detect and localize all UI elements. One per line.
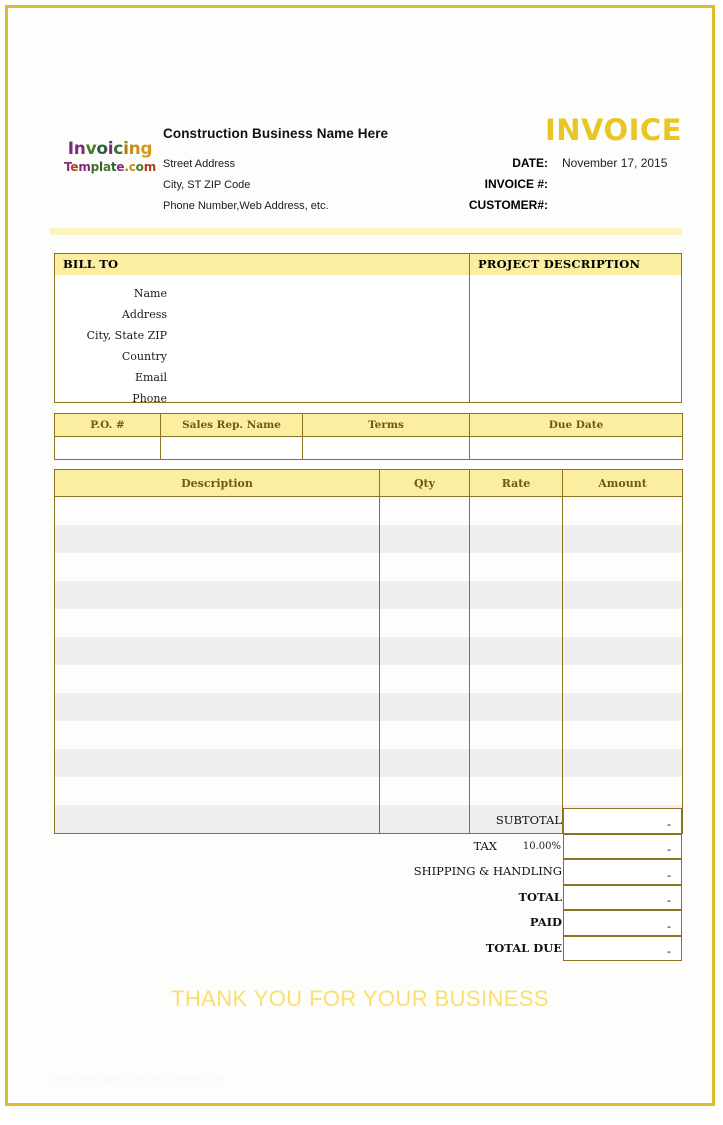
- totals-row-total: [368, 885, 682, 911]
- item-amount[interactable]: [563, 665, 683, 693]
- paid-box[interactable]: [563, 910, 682, 936]
- invoice-title: INVOICE: [544, 113, 682, 147]
- business-name: Construction Business Name Here: [163, 126, 389, 141]
- totals-row-subtotal: [368, 808, 682, 834]
- table-row: [55, 553, 683, 581]
- bill-to-heading: BILL TO: [63, 257, 119, 271]
- item-amount[interactable]: [563, 749, 683, 777]
- items-header-description: Description: [55, 470, 380, 497]
- total-due-value: -: [667, 944, 671, 958]
- po-header-terms: Terms: [303, 414, 470, 437]
- invoice-number-label: INVOICE #:: [484, 177, 548, 191]
- item-description[interactable]: [55, 777, 380, 805]
- totals-row-paid: [368, 910, 682, 936]
- item-qty[interactable]: [380, 525, 470, 553]
- customer-number-label: CUSTOMER#:: [468, 198, 548, 212]
- item-rate[interactable]: [470, 609, 563, 637]
- total-due-box[interactable]: [563, 936, 682, 962]
- bill-to-field-phone[interactable]: Phone: [132, 392, 167, 405]
- totals-row-total-due: [368, 936, 682, 962]
- item-rate[interactable]: [470, 581, 563, 609]
- item-amount[interactable]: [563, 721, 683, 749]
- paid-value: -: [667, 918, 671, 933]
- date-label: DATE:: [512, 156, 548, 170]
- tax-label: TAX: [473, 838, 497, 853]
- items-header-row: [55, 470, 683, 497]
- table-row: [55, 777, 683, 805]
- table-row: [55, 665, 683, 693]
- items-header-qty: Qty: [380, 470, 470, 497]
- item-description[interactable]: [55, 525, 380, 553]
- bill-to-field-address[interactable]: Address: [121, 308, 167, 321]
- item-rate[interactable]: [470, 665, 563, 693]
- item-description[interactable]: [55, 805, 380, 834]
- item-qty[interactable]: [380, 497, 470, 526]
- table-row: [55, 749, 683, 777]
- item-qty[interactable]: [380, 693, 470, 721]
- item-amount[interactable]: [563, 581, 683, 609]
- bill-to-field-email[interactable]: Email: [134, 371, 167, 384]
- bill-to-field-list: [55, 275, 469, 405]
- invoice-header: [8, 8, 712, 220]
- item-rate[interactable]: [470, 749, 563, 777]
- business-address-line-3: Phone Number,Web Address, etc.: [163, 200, 329, 212]
- item-rate[interactable]: [470, 497, 563, 526]
- invoice-meta-row-date: [388, 156, 708, 176]
- item-rate[interactable]: [470, 637, 563, 665]
- items-header-amount: Amount: [563, 470, 683, 497]
- item-qty[interactable]: [380, 777, 470, 805]
- item-description[interactable]: [55, 581, 380, 609]
- bill-to-section: [54, 253, 682, 403]
- item-amount[interactable]: [563, 497, 683, 526]
- item-rate[interactable]: [470, 525, 563, 553]
- date-value[interactable]: November 17, 2015: [562, 156, 668, 170]
- item-rate[interactable]: [470, 721, 563, 749]
- bill-to-header-cell: [55, 254, 469, 275]
- po-cell-sales-rep[interactable]: [161, 437, 303, 460]
- total-value: -: [667, 893, 671, 907]
- po-cell-terms[interactable]: [303, 437, 470, 460]
- item-amount[interactable]: [563, 553, 683, 581]
- table-row: [55, 609, 683, 637]
- item-description[interactable]: [55, 721, 380, 749]
- po-terms-table: [54, 413, 683, 460]
- bill-to-field-name[interactable]: Name: [133, 287, 167, 300]
- table-row: [55, 693, 683, 721]
- po-header-sales-rep: Sales Rep. Name: [161, 414, 303, 437]
- po-header-due-date: Due Date: [470, 414, 683, 437]
- bill-to-project-divider: [469, 275, 470, 402]
- totals-row-shipping-handling: [368, 859, 682, 885]
- business-address-line-2: City, ST ZIP Code: [163, 179, 251, 191]
- item-amount[interactable]: [563, 637, 683, 665]
- table-row: [55, 525, 683, 553]
- bill-to-field-country[interactable]: Country: [121, 350, 167, 363]
- invoice-canvas: [8, 8, 712, 1103]
- header-divider-bar: [50, 228, 682, 235]
- invoice-meta-row-customer-number: [388, 198, 708, 218]
- item-amount[interactable]: [563, 693, 683, 721]
- shipping-handling-box[interactable]: [563, 859, 682, 885]
- invoice-meta-row-invoice-number: [388, 177, 708, 197]
- table-row: [55, 581, 683, 609]
- item-qty[interactable]: [380, 553, 470, 581]
- item-rate[interactable]: [470, 777, 563, 805]
- total-label: TOTAL: [518, 889, 562, 904]
- item-qty[interactable]: [380, 665, 470, 693]
- po-table-header-row: [55, 414, 683, 437]
- item-description[interactable]: [55, 749, 380, 777]
- item-qty[interactable]: [380, 637, 470, 665]
- items-header-rate: Rate: [470, 470, 563, 497]
- total-box[interactable]: [563, 885, 682, 911]
- business-address-line-1: Street Address: [163, 158, 236, 170]
- item-description[interactable]: [55, 609, 380, 637]
- subtotal-value: -: [667, 816, 671, 831]
- item-amount[interactable]: [563, 525, 683, 553]
- subtotal-label: SUBTOTAL: [495, 813, 562, 827]
- item-qty[interactable]: [380, 721, 470, 749]
- item-qty[interactable]: [380, 749, 470, 777]
- table-row: [55, 721, 683, 749]
- thank-you-message: THANK YOU FOR YOUR BUSINESS: [171, 986, 549, 1011]
- project-description-header-cell: [469, 254, 681, 275]
- logo-line-template-com: Template.com: [63, 160, 157, 174]
- item-amount[interactable]: [563, 777, 683, 805]
- paid-label: PAID: [529, 915, 562, 929]
- subtotal-box[interactable]: [563, 808, 682, 834]
- item-description[interactable]: [55, 553, 380, 581]
- item-description[interactable]: [55, 497, 380, 526]
- invoicing-template-logo[interactable]: [60, 141, 160, 173]
- total-due-label: TOTAL DUE: [485, 940, 562, 955]
- totals-row-tax: [368, 834, 682, 860]
- po-header-po-number: P.O. #: [55, 414, 161, 437]
- item-qty[interactable]: [380, 609, 470, 637]
- line-items-table: [54, 469, 683, 834]
- item-description[interactable]: [55, 693, 380, 721]
- item-amount[interactable]: [563, 609, 683, 637]
- item-description[interactable]: [55, 637, 380, 665]
- invoice-page: [5, 5, 715, 1106]
- project-description-heading: PROJECT DESCRIPTION: [478, 257, 641, 271]
- shipping-handling-label: SHIPPING & HANDLING: [413, 864, 562, 878]
- po-table-value-row: [55, 437, 683, 460]
- item-rate[interactable]: [470, 553, 563, 581]
- po-cell-po-number[interactable]: [55, 437, 161, 460]
- logo-line-invoicing: Invoicing: [67, 139, 153, 159]
- site-watermark: www.heritagechristiancollege.com: [50, 1073, 226, 1085]
- tax-rate-value[interactable]: 10.00%: [522, 840, 561, 852]
- tax-box[interactable]: [563, 834, 682, 860]
- item-qty[interactable]: [380, 581, 470, 609]
- tax-value: -: [667, 842, 671, 856]
- shipping-handling-value: -: [667, 867, 671, 882]
- totals-section: [368, 808, 682, 961]
- bill-to-field-city-state-zip[interactable]: City, State ZIP: [86, 329, 167, 342]
- table-row: [55, 497, 683, 526]
- table-row: [55, 637, 683, 665]
- item-rate[interactable]: [470, 693, 563, 721]
- po-cell-due-date[interactable]: [470, 437, 683, 460]
- item-description[interactable]: [55, 665, 380, 693]
